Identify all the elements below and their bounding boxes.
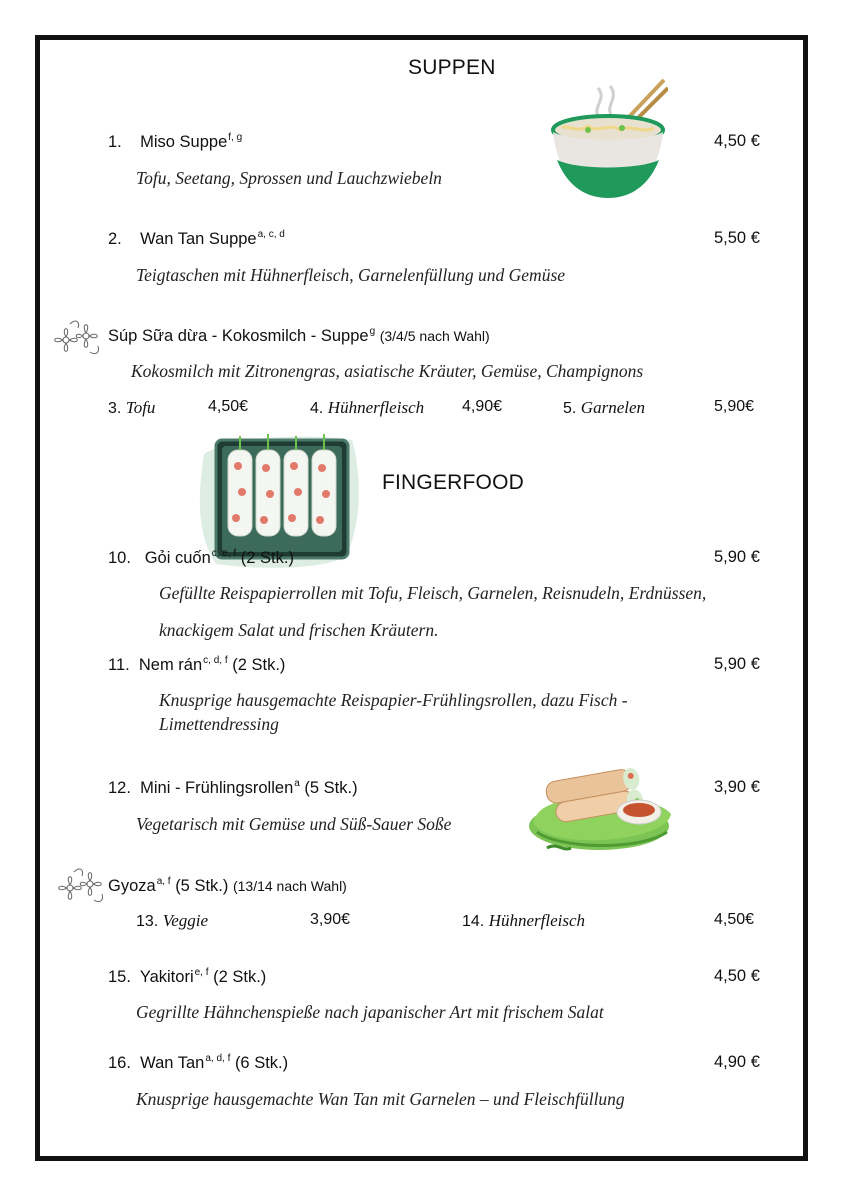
option-gyoza-huehnerfleisch-price: 4,50€ (714, 911, 755, 928)
item-wan-tan: 16. Wan Tan$^{a, d, f}$ (6 Stk.) (108, 1053, 289, 1072)
item-wantan-suppe: 2. Wan Tan Suppe$^{a, c, d}$ (108, 229, 285, 248)
item-wan-tan-desc: Knusprige hausgemachte Wan Tan mit Garnelen – und Fleischfüllung (136, 1089, 625, 1109)
item-miso-allergens: f, g (228, 132, 243, 143)
option-tofu: 3. Tofu (108, 398, 156, 417)
item-miso-name: Miso Suppe (140, 133, 228, 151)
item-miso: 1. Miso Suppe$^{f, g}$ (108, 132, 243, 151)
item-yakitori-price: 4,50 € (714, 967, 760, 985)
item-sup-sua-dua-desc: Kokosmilch mit Zitronengras, asiatische Kräuter, Gemüse, Champignons (131, 361, 644, 381)
item-goi-cuon: 10. Gỏi cuốn$^{c, e, f}$ (2 Stk.) (108, 548, 294, 567)
item-goi-cuon-desc-2: knackigem Salat und frischen Kräutern. (159, 620, 439, 640)
flower-doodle-icon (50, 316, 102, 360)
item-wantan-suppe-desc: Teigtaschen mit Hühnerfleisch, Garnelenfüllung und Gemüse (136, 265, 566, 285)
item-nem-ran-desc-1: Knusprige hausgemachte Reispapier-Frühlingsrollen, dazu Fisch - (159, 690, 628, 710)
option-huehnerfleisch: 4. Hühnerfleisch (310, 398, 425, 417)
item-goi-cuon-price: 5,90 € (714, 548, 760, 566)
item-mini-fruehlingsrollen-desc: Vegetarisch mit Gemüse und Süß-Sauer Soße (136, 814, 452, 834)
item-mini-fruehlingsrollen: 12. Mini - Frühlingsrollen$^a$ (5 Stk.) (108, 778, 358, 797)
item-mini-fruehlingsrollen-price: 3,90 € (714, 778, 760, 796)
item-miso-price: 4,50 € (714, 132, 760, 150)
item-nem-ran: 11. Nem rán$^{c, d, f}$ (2 Stk.) (108, 655, 286, 674)
item-wantan-suppe-price: 5,50 € (714, 229, 760, 247)
item-gyoza-note: (13/14 nach Wahl) (232, 878, 347, 894)
item-wan-tan-price: 4,90 € (714, 1053, 760, 1071)
item-sup-sua-dua-note: (3/4/5 nach Wahl) (379, 328, 490, 344)
item-yakitori: 15. Yakitori$^{e, f}$ (2 Stk.) (108, 967, 267, 986)
item-gyoza: Gyoza$^{a, f}$ (5 Stk.) (13/14 nach Wahl) (108, 876, 347, 895)
item-nem-ran-price: 5,90 € (714, 655, 760, 673)
item-miso-desc: Tofu, Seetang, Sprossen und Lauchzwiebeln (136, 168, 442, 188)
option-veggie-price: 3,90€ (310, 911, 351, 928)
option-garnelen: 5. Garnelen (563, 398, 646, 417)
spring-rolls-plate-illustration (527, 752, 677, 860)
section-title-fingerfood: FINGERFOOD (382, 471, 524, 494)
section-title-suppen: SUPPEN (408, 56, 496, 79)
item-goi-cuon-desc-1: Gefüllte Reispapierrollen mit Tofu, Fleisch, Garnelen, Reisnudeln, Erdnüssen, (159, 583, 707, 603)
flower-doodle-icon (54, 864, 106, 908)
noodle-soup-bowl-illustration (548, 78, 668, 204)
option-garnelen-price: 5,90€ (714, 398, 755, 415)
option-gyoza-huehnerfleisch: 14. Hühnerfleisch (462, 911, 586, 930)
option-tofu-price: 4,50€ (208, 398, 249, 415)
item-sup-sua-dua: Súp Sữa dừa - Kokosmilch - Suppe$^g$ (3/4/5 nach Wahl) (108, 326, 490, 345)
option-veggie: 13. Veggie (136, 911, 209, 930)
item-yakitori-desc: Gegrillte Hähnchenspieße nach japanischer Art mit frischem Salat (136, 1002, 604, 1022)
option-huehnerfleisch-price: 4,90€ (462, 398, 503, 415)
item-nem-ran-desc-2: Limettendressing (159, 714, 279, 734)
